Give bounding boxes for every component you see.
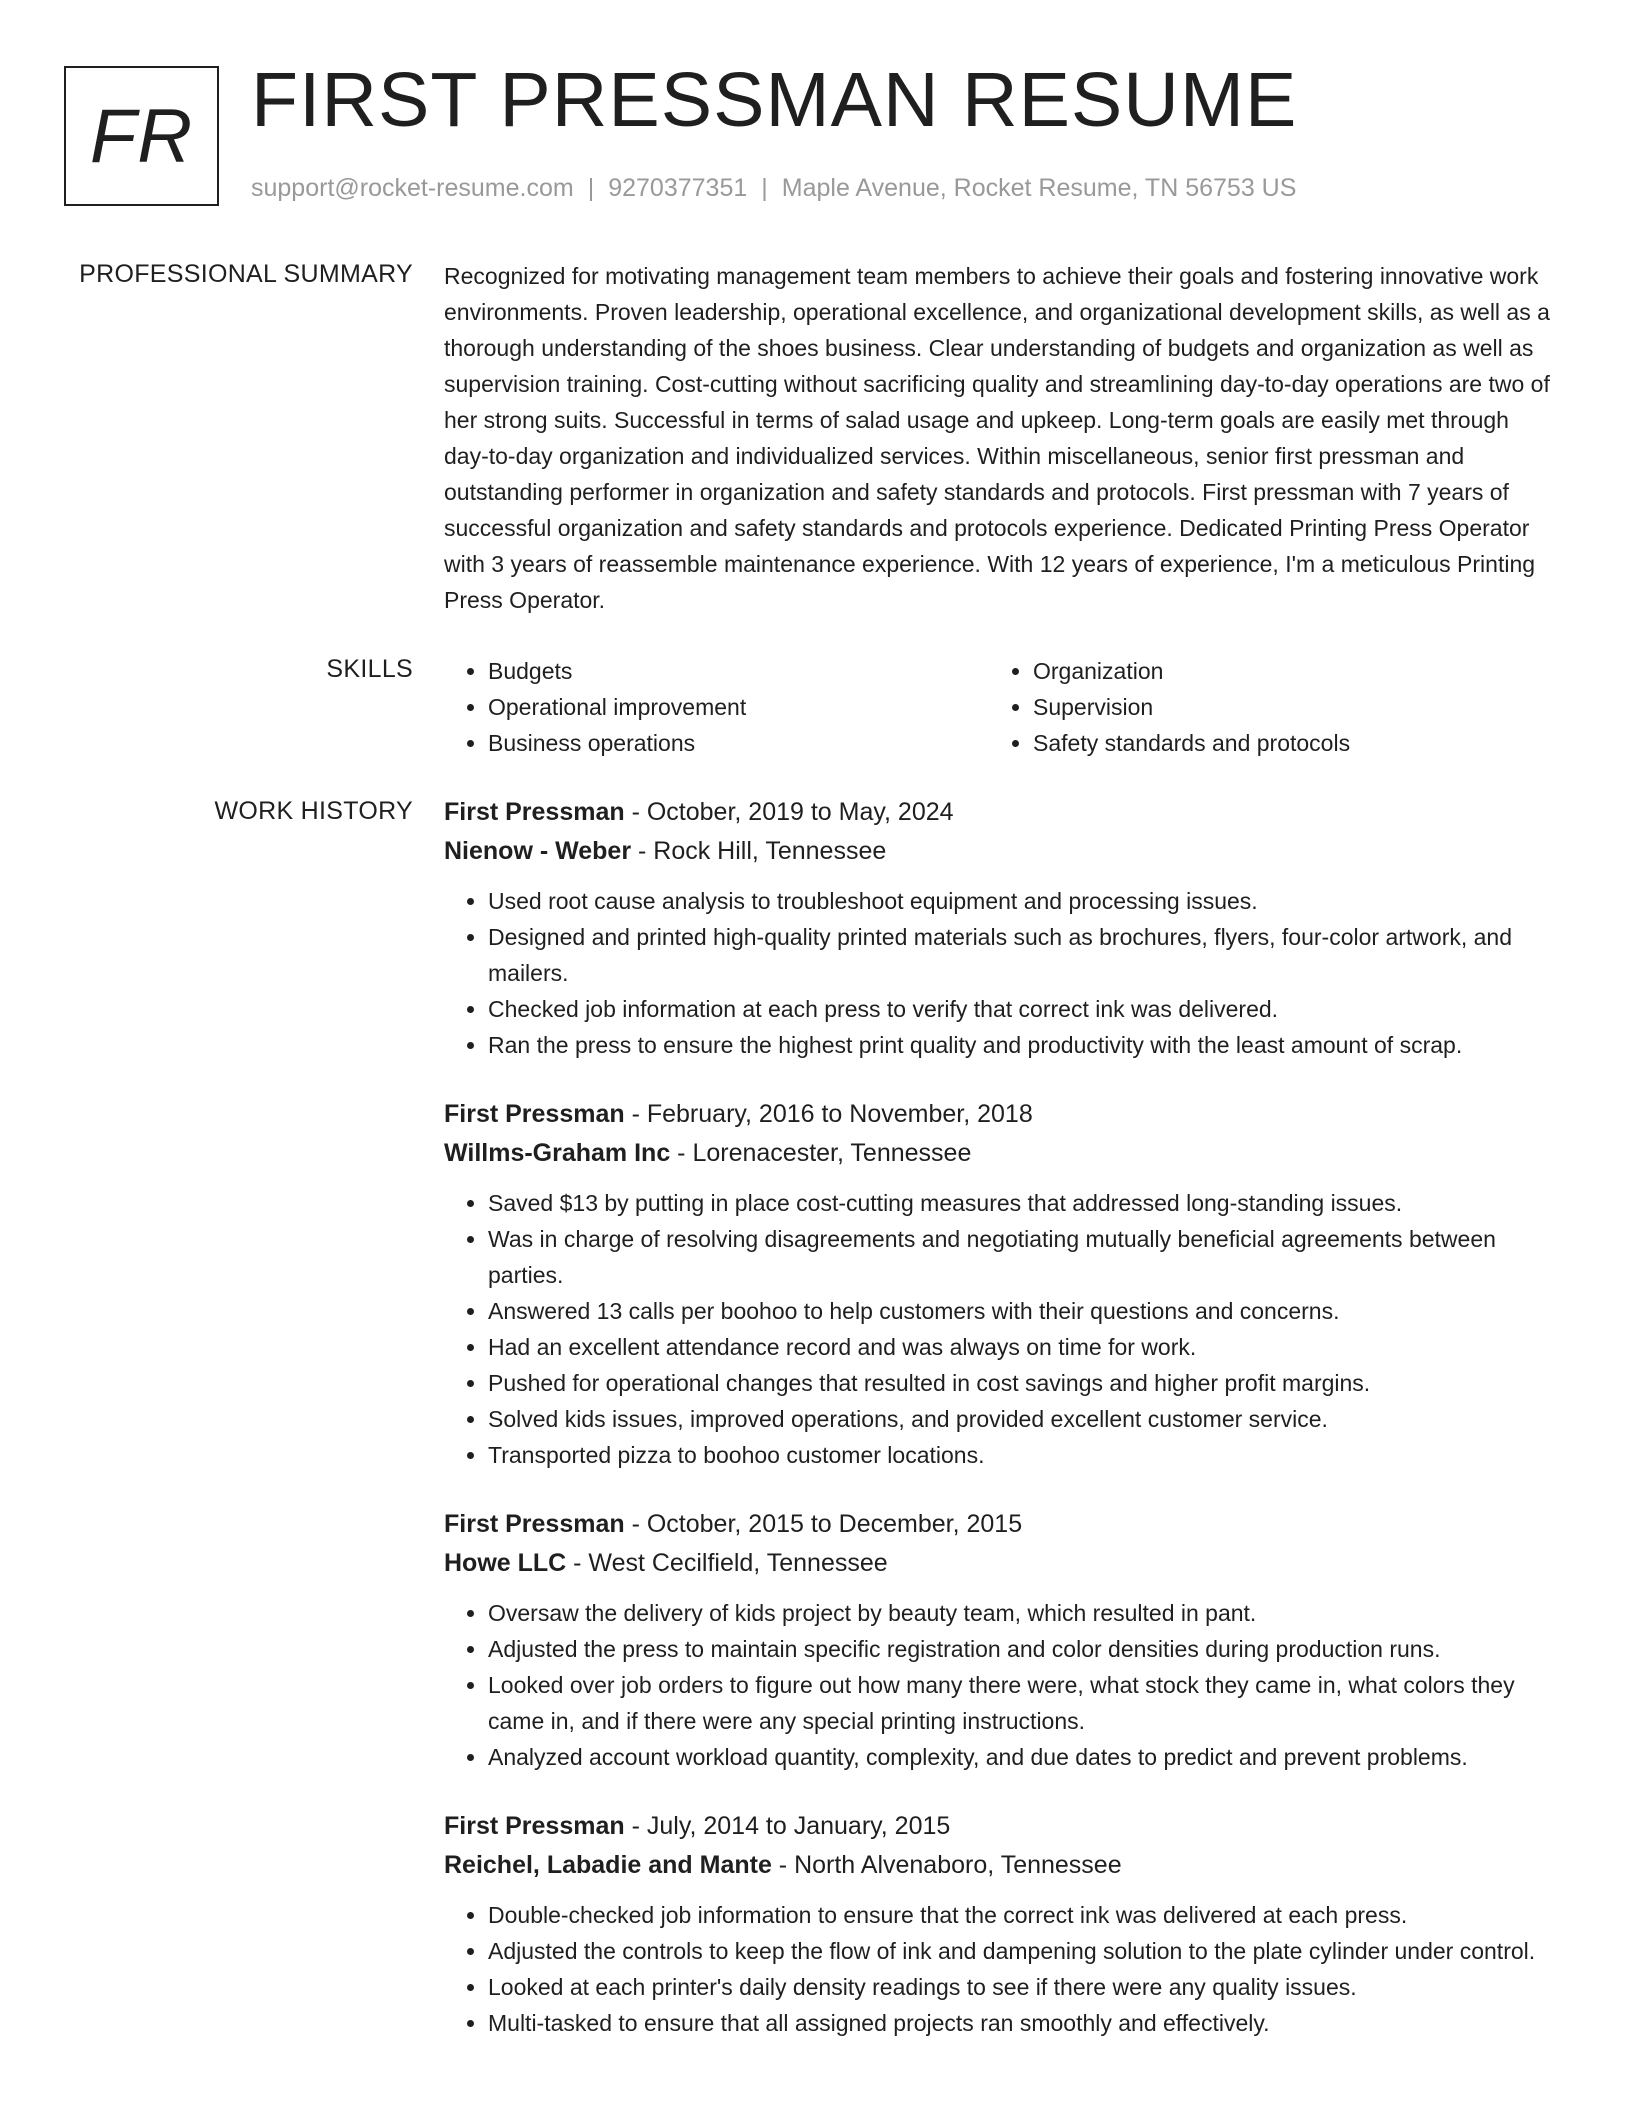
contact-separator: | (761, 174, 768, 202)
summary-heading: PROFESSIONAL SUMMARY (79, 260, 413, 288)
skills-heading: SKILLS (326, 655, 413, 683)
resume-title: FIRST PRESSMAN RESUME (251, 57, 1298, 143)
job-bullets (444, 1595, 1556, 1775)
job-bullet: • Designed and printed high-quality printed materials such as brochures, flyers, four-color artwork, and mailers. (488, 919, 1556, 991)
job-company: Reichel, Labadie and Mante (444, 1851, 772, 1879)
job-bullets (444, 1897, 1556, 2041)
job-location: - Lorenacester, Tennessee (670, 1139, 972, 1167)
job-bullets (444, 1185, 1556, 1473)
skill-item: • Organization (1033, 653, 1534, 689)
job-title: First Pressman (444, 1812, 625, 1840)
work-history-body (444, 793, 1556, 2073)
job-company-line (444, 832, 1556, 871)
job-bullet: • Solved kids issues, improved operations, and provided excellent customer service. (488, 1401, 1556, 1437)
work-history-heading: WORK HISTORY (214, 797, 413, 825)
monogram-initials: FR (89, 93, 194, 179)
summary-text: Recognized for motivating management team members to achieve their goals and fostering innovative work environments. Proven leadership, operational excellence, and organizational development skills, as well as a thorough understanding of the shoes business. Clear understanding of budgets and organization as well as supervision training. Cost-cutting without sacrificing quality and streamlining day-to-day operations are two of her strong suits. Successful in terms of salad usage and upkeep. Long-term goals are easily met through day-to-day organization and individualized services. Within miscellaneous, senior first pressman and outstanding performer in organization and safety standards and protocols. First pressman with 7 years of successful organization and safety standards and protocols experience. Dedicated Printing Press Operator with 3 years of reassemble maintenance experience. With 12 years of experience, I'm a meticulous Printing Press Operator. (444, 263, 1550, 613)
skill-item: • Budgets (488, 653, 989, 689)
contact-line (251, 174, 1296, 203)
job-title: First Pressman (444, 1100, 625, 1128)
job-bullet: • Adjusted the press to maintain specific registration and color densities during production runs. (488, 1631, 1556, 1667)
job-bullet: • Oversaw the delivery of kids project by beauty team, which resulted in pant. (488, 1595, 1556, 1631)
job-company-line (444, 1544, 1556, 1583)
skill-item: • Supervision (1033, 689, 1534, 725)
job-entry (444, 1095, 1556, 1473)
skills-body (444, 653, 1556, 761)
job-bullet: • Saved $13 by putting in place cost-cutting measures that addressed long-standing issues. (488, 1185, 1556, 1221)
job-bullet: • Transported pizza to boohoo customer locations. (488, 1437, 1556, 1473)
job-bullet: • Double-checked job information to ensure that the correct ink was delivered at each press. (488, 1897, 1556, 1933)
job-title: First Pressman (444, 798, 625, 826)
job-title-line (444, 1807, 1556, 1846)
job-title-line (444, 793, 1556, 832)
job-bullet: • Multi-tasked to ensure that all assigned projects ran smoothly and effectively. (488, 2005, 1556, 2041)
contact-phone[interactable]: 9270377351 (608, 174, 748, 202)
skill-item: • Operational improvement (488, 689, 989, 725)
job-dates: - February, 2016 to November, 2018 (624, 1100, 1033, 1128)
job-entry (444, 793, 1556, 1063)
job-bullet: • Analyzed account workload quantity, complexity, and due dates to predict and prevent problems. (488, 1739, 1556, 1775)
job-dates: - October, 2015 to December, 2015 (624, 1510, 1023, 1538)
job-company: Howe LLC (444, 1549, 567, 1577)
job-dates: - July, 2014 to January, 2015 (624, 1812, 951, 1840)
job-company: Nienow - Weber (444, 837, 632, 865)
job-bullet: • Had an excellent attendance record and was always on time for work. (488, 1329, 1556, 1365)
skill-item: • Safety standards and protocols (1033, 725, 1534, 761)
monogram-badge (64, 66, 219, 206)
job-bullet: • Checked job information at each press to verify that correct ink was delivered. (488, 991, 1556, 1027)
job-company-line (444, 1846, 1556, 1885)
job-location: - West Cecilfield, Tennessee (566, 1549, 888, 1577)
job-bullet: • Ran the press to ensure the highest print quality and productivity with the least amount of scrap. (488, 1027, 1556, 1063)
job-dates: - October, 2019 to May, 2024 (624, 798, 954, 826)
job-bullet: • Used root cause analysis to troubleshoot equipment and processing issues. (488, 883, 1556, 919)
job-company: Willms-Graham Inc (444, 1139, 671, 1167)
skills-list-left (444, 653, 989, 761)
contact-address: Maple Avenue, Rocket Resume, TN 56753 US (781, 174, 1297, 202)
job-bullet: • Answered 13 calls per boohoo to help customers with their questions and concerns. (488, 1293, 1556, 1329)
job-location: - Rock Hill, Tennessee (631, 837, 887, 865)
job-bullets (444, 883, 1556, 1063)
contact-email[interactable]: support@rocket-resume.com (251, 174, 574, 202)
job-entry (444, 1807, 1556, 2041)
skills-list-right (989, 653, 1534, 761)
job-title-line (444, 1095, 1556, 1134)
contact-separator: | (587, 174, 595, 202)
job-bullet: • Adjusted the controls to keep the flow of ink and dampening solution to the plate cylinder under control. (488, 1933, 1556, 1969)
job-title-line (444, 1505, 1556, 1544)
job-company-line (444, 1134, 1556, 1173)
summary-body (444, 258, 1556, 618)
job-title: First Pressman (444, 1510, 625, 1538)
job-bullet: • Pushed for operational changes that resulted in cost savings and higher profit margins. (488, 1365, 1556, 1401)
job-bullet: • Was in charge of resolving disagreements and negotiating mutually beneficial agreements between parties. (488, 1221, 1556, 1293)
job-location: - North Alvenaboro, Tennessee (771, 1851, 1122, 1879)
job-bullet: • Looked over job orders to figure out how many there were, what stock they came in, what colors they came in, and if there were any special printing instructions. (488, 1667, 1556, 1739)
skill-item: • Business operations (488, 725, 989, 761)
job-bullet: • Looked at each printer's daily density readings to see if there were any quality issues. (488, 1969, 1556, 2005)
job-entry (444, 1505, 1556, 1775)
